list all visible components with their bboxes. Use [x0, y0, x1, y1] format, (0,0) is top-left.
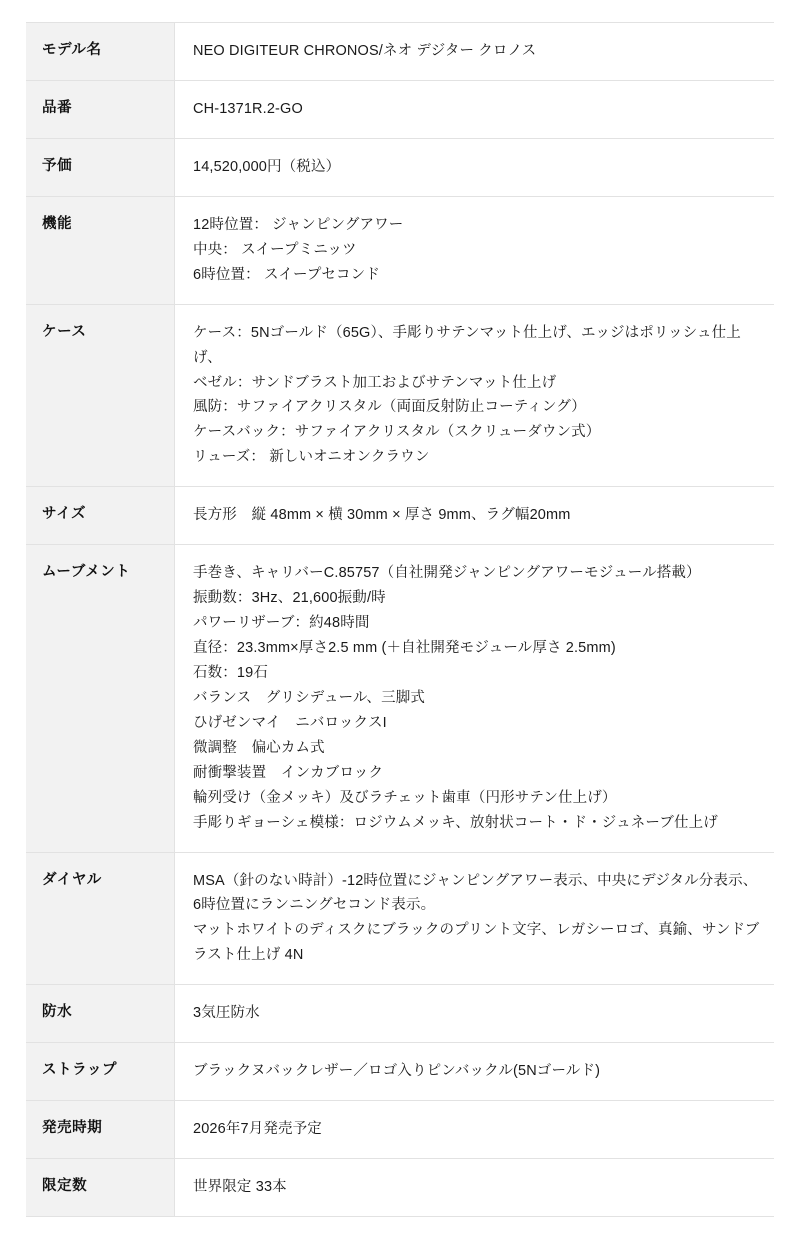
- spec-value-line: 耐衝撃装置 インカブロック: [193, 764, 384, 781]
- spec-value: [175, 985, 775, 1043]
- spec-label: 機能: [26, 196, 175, 304]
- spec-value-line: CH-1371R.2-GO: [193, 100, 303, 117]
- spec-value: [175, 196, 775, 304]
- spec-label: 発売時期: [26, 1101, 175, 1159]
- spec-value-line: 手巻き、キャリバーC.85757（自社開発ジャンピングアワーモジュール搭載）: [193, 565, 701, 582]
- spec-label: サイズ: [26, 487, 175, 545]
- spec-value-line: 輪列受け（金メッキ）及びラチェット歯車（円形サテン仕上げ）: [193, 789, 617, 806]
- spec-value-line: 12時位置： ジャンピングアワー: [193, 216, 404, 233]
- spec-value-line: マットホワイトのディスクにブラックのプリント文字、レガシーロゴ、真鍮、サンドブラスト仕上げ 4N: [193, 922, 760, 964]
- spec-value: [175, 545, 775, 852]
- spec-value-line: バランス グリシデュール、三脚式: [193, 689, 425, 706]
- spec-label: 予価: [26, 138, 175, 196]
- spec-value: [175, 1043, 775, 1101]
- spec-value-line: 世界限定 33本: [193, 1179, 287, 1196]
- spec-value-line: 微調整 偏心カム式: [193, 739, 325, 756]
- spec-value-line: ブラックヌバックレザー／ロゴ入りピンバックル(5Nゴールド): [193, 1063, 601, 1080]
- spec-value-line: 14,520,000円（税込）: [193, 158, 341, 175]
- table-row: [26, 304, 774, 487]
- spec-value-line: NEO DIGITEUR CHRONOS/ネオ デジター クロノス: [193, 43, 537, 59]
- spec-value-line: リューズ： 新しいオニオンクラウン: [193, 449, 430, 466]
- spec-value: [175, 304, 775, 487]
- spec-label: ダイヤル: [26, 852, 175, 985]
- spec-value-line: ベゼル：サンドブラスト加工およびサテンマット仕上げ: [193, 374, 557, 391]
- table-row: [26, 138, 774, 196]
- table-row: [26, 80, 774, 138]
- spec-value-line: ケースバック：サファイアクリスタル（スクリューダウン式）: [193, 424, 601, 441]
- spec-value-line: 風防：サファイアクリスタル（両面反射防止コーティング）: [193, 399, 586, 416]
- spec-value-line: パワーリザーブ：約48時間: [193, 615, 370, 632]
- spec-value-line: 6時位置： スイープセコンド: [193, 266, 380, 283]
- spec-label: 限定数: [26, 1159, 175, 1217]
- table-row: [26, 1159, 774, 1217]
- spec-value-line: 2026年7月発売予定: [193, 1121, 322, 1138]
- spec-value: [175, 487, 775, 545]
- spec-value: [175, 138, 775, 196]
- spec-label: 防水: [26, 985, 175, 1043]
- spec-value-line: ひげゼンマイ ニバロックスI: [193, 714, 387, 731]
- spec-label: モデル名: [26, 23, 175, 81]
- spec-value-line: 3気圧防水: [193, 1005, 260, 1022]
- spec-value-line: MSA（針のない時計）-12時位置にジャンピングアワー表示、中央にデジタル分表示、6時位置にランニングセコンド表示。: [193, 872, 758, 914]
- spec-value: [175, 1159, 775, 1217]
- spec-value-line: 中央： スイープミニッツ: [193, 241, 357, 258]
- spec-value: [175, 80, 775, 138]
- spec-value-line: 長方形 縦 48mm × 横 30mm × 厚さ 9mm、ラグ幅20mm: [193, 507, 571, 524]
- spec-label: ムーブメント: [26, 545, 175, 852]
- spec-label: ケース: [26, 304, 175, 487]
- specification-table: [26, 22, 774, 1217]
- table-row: [26, 487, 774, 545]
- spec-value: [175, 852, 775, 985]
- table-row: [26, 1101, 774, 1159]
- spec-label: ストラップ: [26, 1043, 175, 1101]
- spec-value-line: 振動数：3Hz、21,600振動/時: [193, 590, 386, 607]
- table-row: [26, 852, 774, 985]
- spec-value-line: ケース：5Nゴールド（65G）、手彫りサテンマット仕上げ、エッジはポリッシュ仕上げ、: [193, 324, 741, 366]
- spec-value-line: 石数：19石: [193, 664, 268, 681]
- specification-table-body: [26, 23, 774, 1217]
- table-row: [26, 23, 774, 81]
- spec-value-line: 手彫りギョーシェ模様：ロジウムメッキ、放射状コート・ド・ジュネーブ仕上げ: [193, 814, 718, 831]
- spec-value: [175, 23, 775, 81]
- table-row: [26, 196, 774, 304]
- spec-value: [175, 1101, 775, 1159]
- spec-label: 品番: [26, 80, 175, 138]
- spec-value-line: 直径：23.3mm×厚さ2.5 mm (＋自社開発モジュール厚さ 2.5mm): [193, 640, 616, 656]
- table-row: [26, 1043, 774, 1101]
- table-row: [26, 985, 774, 1043]
- table-row: [26, 545, 774, 852]
